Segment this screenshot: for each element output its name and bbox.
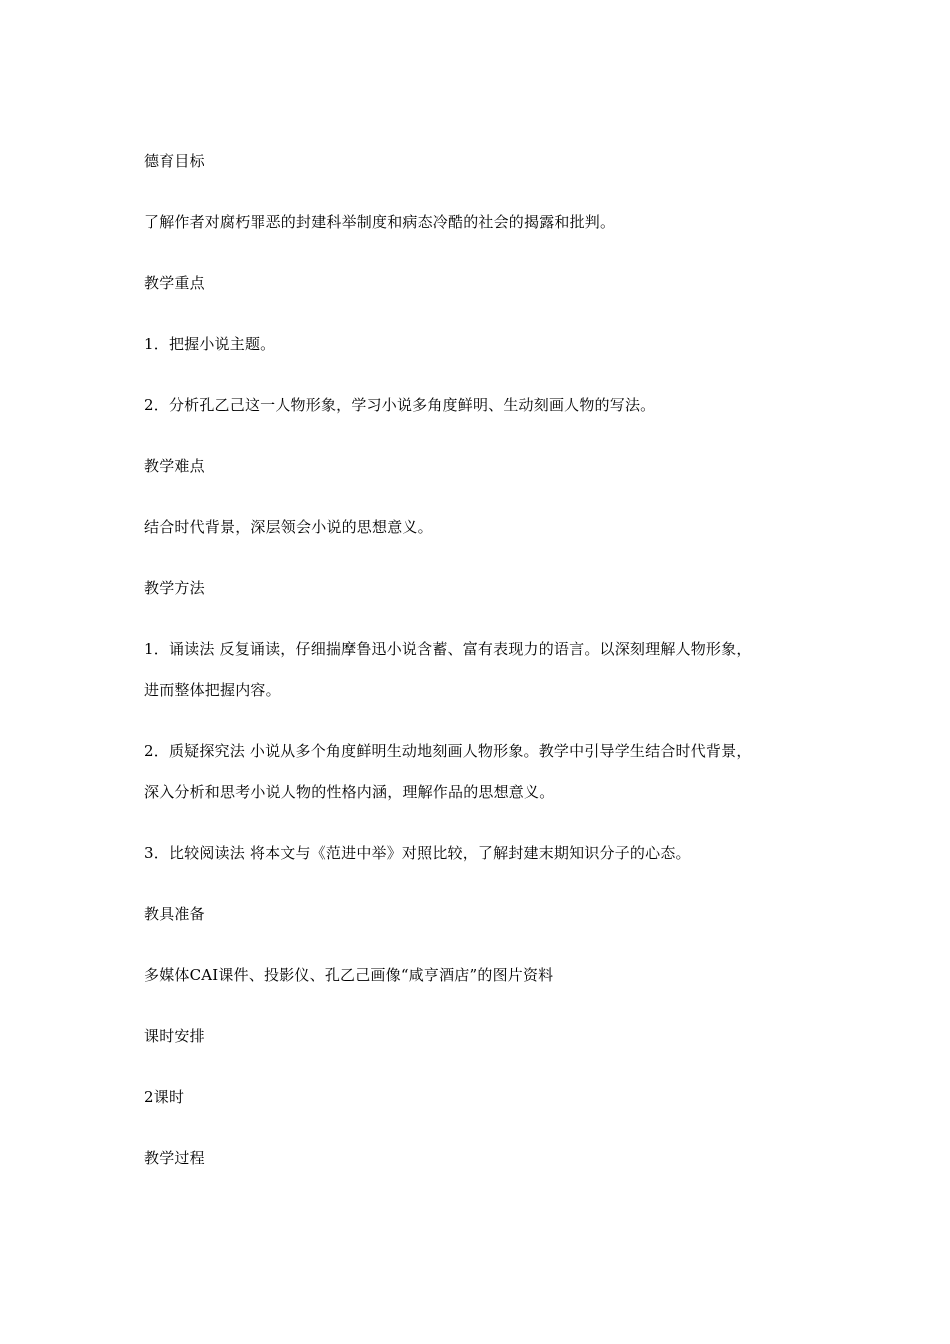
difficulty-text: 结合时代背景，深层领会小说的思想意义。 [144,518,433,536]
methods-heading: 教学方法 [144,579,205,597]
method-2-line-1: 2．质疑探究法 小说从多个角度鲜明生动地刻画人物形象。教学中引导学生结合时代背景， [144,742,752,760]
moral-goal-text: 了解作者对腐朽罪恶的封建科举制度和病态冷酷的社会的揭露和批判。 [144,213,616,231]
method-1-line-2: 进而整体把握内容。 [144,681,281,699]
schedule-heading: 课时安排 [144,1027,205,1045]
schedule-text: 2课时 [144,1088,185,1106]
moral-goal-heading: 德育目标 [144,152,205,170]
key-points-heading: 教学重点 [144,274,205,292]
method-2-line-2: 深入分析和思考小说人物的性格内涵，理解作品的思想意义。 [144,783,555,801]
tools-text: 多媒体CAI课件、投影仪、孔乙己画像“咸亨酒店”的图片资料 [144,966,554,984]
key-point-2: 2．分析孔乙己这一人物形象，学习小说多角度鲜明、生动刻画人物的写法。 [144,396,656,414]
method-1-line-1: 1．诵读法 反复诵读，仔细揣摩鲁迅小说含蓄、富有表现力的语言。以深刻理解人物形象， [144,640,752,658]
difficulty-heading: 教学难点 [144,457,205,475]
tools-heading: 教具准备 [144,905,205,923]
method-3-line-1: 3．比较阅读法 将本文与《范进中举》对照比较，了解封建末期知识分子的心态。 [144,844,691,862]
key-point-1: 1．把握小说主题。 [144,335,276,353]
process-heading: 教学过程 [144,1149,205,1167]
